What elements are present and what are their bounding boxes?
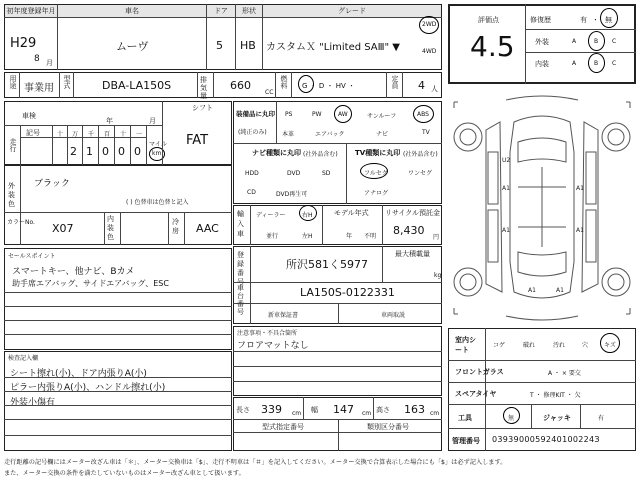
navi-sd: SD	[322, 170, 331, 177]
navi-dvd-play: DVD再生可	[276, 191, 308, 198]
car-damage-diagram	[448, 92, 636, 324]
inspect-line-3: 外装小傷有	[10, 398, 56, 408]
repair-dot: ・	[592, 16, 599, 24]
mileage-digit-4: 0	[134, 145, 141, 158]
color-code-value: X07	[52, 222, 74, 235]
inspect-label: 検査記入欄	[8, 355, 39, 362]
repair-yes: 有	[580, 16, 587, 24]
doors-label: ドア	[207, 5, 235, 17]
exterior-color-value: ブラック	[34, 179, 70, 189]
manage-value: 0393900059240100224З	[492, 435, 600, 444]
spare-label: スペアタイヤ	[455, 390, 497, 398]
mileage-digit-1: 1	[86, 145, 93, 158]
length-label: 長さ	[236, 406, 250, 414]
capacity-value: 4	[418, 79, 425, 92]
score-label: 評価点	[478, 16, 499, 24]
equip-leather: 本革	[282, 131, 295, 138]
exterior-grade-a: A	[572, 38, 577, 45]
inspection-month-unit: 月	[149, 117, 156, 125]
import-label: 輸入車	[237, 210, 244, 238]
displacement-label: 排気量	[200, 76, 207, 100]
grade-value: カスタムＸ "Limited SAⅢ" ▼	[266, 42, 400, 53]
manage-label: 管理番号	[452, 437, 480, 445]
equip-sunroof: サンルーフ	[367, 113, 397, 120]
navi-hdd: HDD	[245, 170, 259, 177]
capacity-label: 定員	[391, 75, 399, 89]
damage-mark-4: A1	[576, 227, 584, 234]
record-label: 記号	[26, 129, 40, 137]
equip-abs: ABS	[417, 111, 429, 118]
digit-header-1: 万	[72, 131, 79, 138]
equip-ps: PS	[285, 111, 293, 118]
reg-month: 8	[34, 54, 40, 64]
shift-value: FAT	[186, 133, 209, 148]
notes-label: 注意事項・不具合箇所	[237, 330, 298, 337]
equip-aw: AW	[338, 111, 348, 118]
length-value: 339	[261, 403, 282, 416]
damage-mark-3: A1	[502, 227, 510, 234]
seat-burn: コゲ	[493, 342, 506, 349]
model-label: 型式	[63, 75, 71, 89]
car-name: ムーヴ	[116, 40, 149, 53]
damage-mark-2: A1	[576, 185, 584, 192]
mileage-digit-0: 2	[70, 145, 77, 158]
interior-color-label: 内装色	[107, 215, 114, 241]
repair-label: 修復歴	[530, 16, 551, 24]
displacement-value: 660	[230, 79, 251, 92]
width-label: 幅	[311, 406, 318, 414]
drive-4wd: 4WD	[422, 48, 437, 55]
footer-line-1: 走行距離の記号欄にはメーター改ざん車は「＊」、メーター交換車は「$」、走行不明車は「＃」を記入してください。メーター交換で合算表示した場合にも「$」は必ず記入します。	[4, 459, 507, 466]
interior-seat-label: 室内シート	[455, 336, 476, 354]
digit-header-5: 一	[136, 131, 143, 138]
height-unit: cm	[430, 410, 440, 417]
tools-value: 無	[508, 415, 515, 422]
equip-pw: PW	[312, 111, 322, 118]
seat-tear: 破れ	[523, 342, 536, 349]
reg-value: 所沢581く5977	[286, 258, 368, 271]
model-value: DBA-LA150S	[102, 79, 172, 92]
tv-oneseg: ワンセグ	[408, 170, 433, 177]
navi-label: ナビ種類に丸印	[252, 149, 301, 157]
notes-value: フロアマットなし	[237, 341, 309, 351]
jack-value: 有	[598, 415, 605, 422]
digit-header-2: 千	[88, 131, 95, 138]
shape-value: HB	[240, 39, 256, 52]
sales-line-2: 助手席エアバッグ、サイドエアバッグ、ESC	[12, 279, 169, 288]
exterior-color-label: 外装色	[8, 182, 15, 208]
reg-year: H29	[10, 36, 37, 51]
front-glass-value: A ・ × 要交	[548, 370, 581, 377]
doors-value: 5	[216, 39, 223, 52]
equip-airbag: エアバック	[315, 131, 345, 138]
grade-label: グレード	[263, 5, 441, 17]
jack-label: ジャッキ	[543, 414, 571, 422]
color-code-label: カラーNo.	[7, 219, 35, 226]
footer-line-2: また、メーター交換の条件を満たしていないものはメーター改ざん車として扱います。	[4, 470, 245, 477]
inspection-year-unit: 年	[106, 117, 113, 125]
tv-analog: アナログ	[364, 190, 389, 197]
right-h: 右H	[302, 212, 313, 219]
equip-navi: ナビ	[376, 131, 389, 138]
interior-grade-c: C	[612, 60, 617, 67]
tv-sub: (社外品含む)	[403, 151, 438, 158]
recycle-value: 8,430	[393, 224, 425, 237]
digit-header-0: 十	[57, 131, 64, 138]
inspect-line-1: シート擦れ(小)、ドア内張りA(小)	[10, 369, 147, 379]
type-label: 型式指定番号	[262, 423, 304, 431]
recycle-label: リサイクル預託金	[385, 209, 441, 217]
damage-mark-1: A1	[502, 185, 510, 192]
color-note: ( ) 色替車は色替と記入	[126, 199, 189, 206]
usage-label: 用途	[9, 75, 17, 89]
interior-grade-a: A	[572, 60, 577, 67]
max-load-label: 最大積載量	[395, 250, 430, 258]
equip-tv: TV	[422, 129, 430, 136]
width-value: 147	[333, 403, 354, 416]
seat-hole: 穴	[582, 342, 589, 349]
navi-cd: CD	[247, 189, 256, 196]
interior-grade-b: B	[594, 60, 599, 67]
height-label: 高さ	[376, 406, 390, 414]
usage-value: 事業用	[24, 83, 54, 94]
model-year-unknown: 不明	[364, 233, 377, 240]
warranty-label: 新車保証書	[268, 312, 299, 319]
shape-label: 形状	[236, 5, 262, 17]
shift-label: シフト	[192, 104, 213, 112]
model-year-label: モデル年式	[334, 209, 369, 217]
digit-header-3: 百	[104, 131, 111, 138]
manual-label: 車両取説	[381, 312, 406, 319]
navi-dvd: DVD	[287, 170, 301, 177]
left-h: 左H	[302, 233, 313, 240]
tv-label: TV種類に丸印	[355, 149, 401, 157]
tv-fullseg: フルセグ	[364, 170, 388, 177]
cc-unit: CC	[265, 89, 274, 96]
class-label: 類別区分番号	[367, 423, 409, 431]
damage-mark-0: U2	[502, 157, 511, 164]
equip-sub: (純正のみ)	[238, 129, 267, 136]
exterior-grade-label: 外装	[535, 38, 549, 46]
navi-sub: (社外品含む)	[303, 151, 338, 158]
length-unit: cm	[292, 410, 302, 417]
month-unit: 月	[46, 59, 53, 67]
width-unit: cm	[362, 410, 372, 417]
drive-2wd: 2WD	[422, 21, 437, 28]
vin-label: 車台番号	[237, 284, 244, 316]
car-name-label: 車名	[58, 5, 206, 17]
tools-label: 工具	[458, 414, 472, 422]
model-year-unit: 年	[346, 233, 353, 240]
import-parallel: 並行	[266, 233, 279, 240]
first-reg-label: 初年度登録年月	[6, 7, 56, 15]
inspection-label: 車検	[22, 112, 36, 120]
reg-label: 登録番号	[237, 251, 244, 286]
score-value: 4.5	[470, 30, 515, 63]
vin-value: LA150S-0122331	[300, 286, 395, 299]
mileage-digit-3: 0	[118, 145, 125, 158]
cold-label: 冷房	[172, 218, 179, 235]
repair-no: 無	[605, 16, 612, 24]
exterior-grade-b: B	[594, 38, 599, 45]
mileage-digit-2: 0	[102, 145, 109, 158]
km-label: km	[152, 150, 162, 157]
inspect-line-2: ピラー内張りA(小)、ハンドル擦れ(小)	[10, 383, 166, 393]
recycle-yen: 円	[433, 234, 440, 241]
spare-value: T ・ 修理KIT ・ 欠	[530, 392, 581, 399]
sales-point-label: セールスポイント	[8, 253, 56, 260]
damage-mark-5: A1	[528, 287, 536, 294]
seat-stain: 汚れ	[553, 342, 566, 349]
mile-label: マイル	[149, 141, 167, 148]
mileage-label: 走行	[9, 138, 17, 152]
cold-value: AAC	[196, 222, 219, 235]
interior-grade-label: 内装	[535, 60, 549, 68]
capacity-unit: 人	[431, 85, 438, 93]
height-value: 163	[404, 403, 425, 416]
damage-mark-6: A1	[556, 287, 564, 294]
seat-scratch: キズ	[604, 342, 616, 349]
digit-header-4: 十	[120, 131, 127, 138]
fuel-value: G ・ D ・ HV ・	[302, 82, 355, 90]
equip-label: 装備品に丸印	[236, 110, 275, 118]
max-load-unit: kg	[434, 272, 442, 279]
fuel-label: 燃料	[280, 75, 288, 89]
exterior-grade-c: C	[612, 38, 617, 45]
import-dealer: ディーラー	[256, 212, 286, 219]
sales-line-1: スマートキー、他ナビ、Bカメ	[12, 267, 135, 277]
front-glass-label: フロントガラス	[455, 368, 504, 376]
